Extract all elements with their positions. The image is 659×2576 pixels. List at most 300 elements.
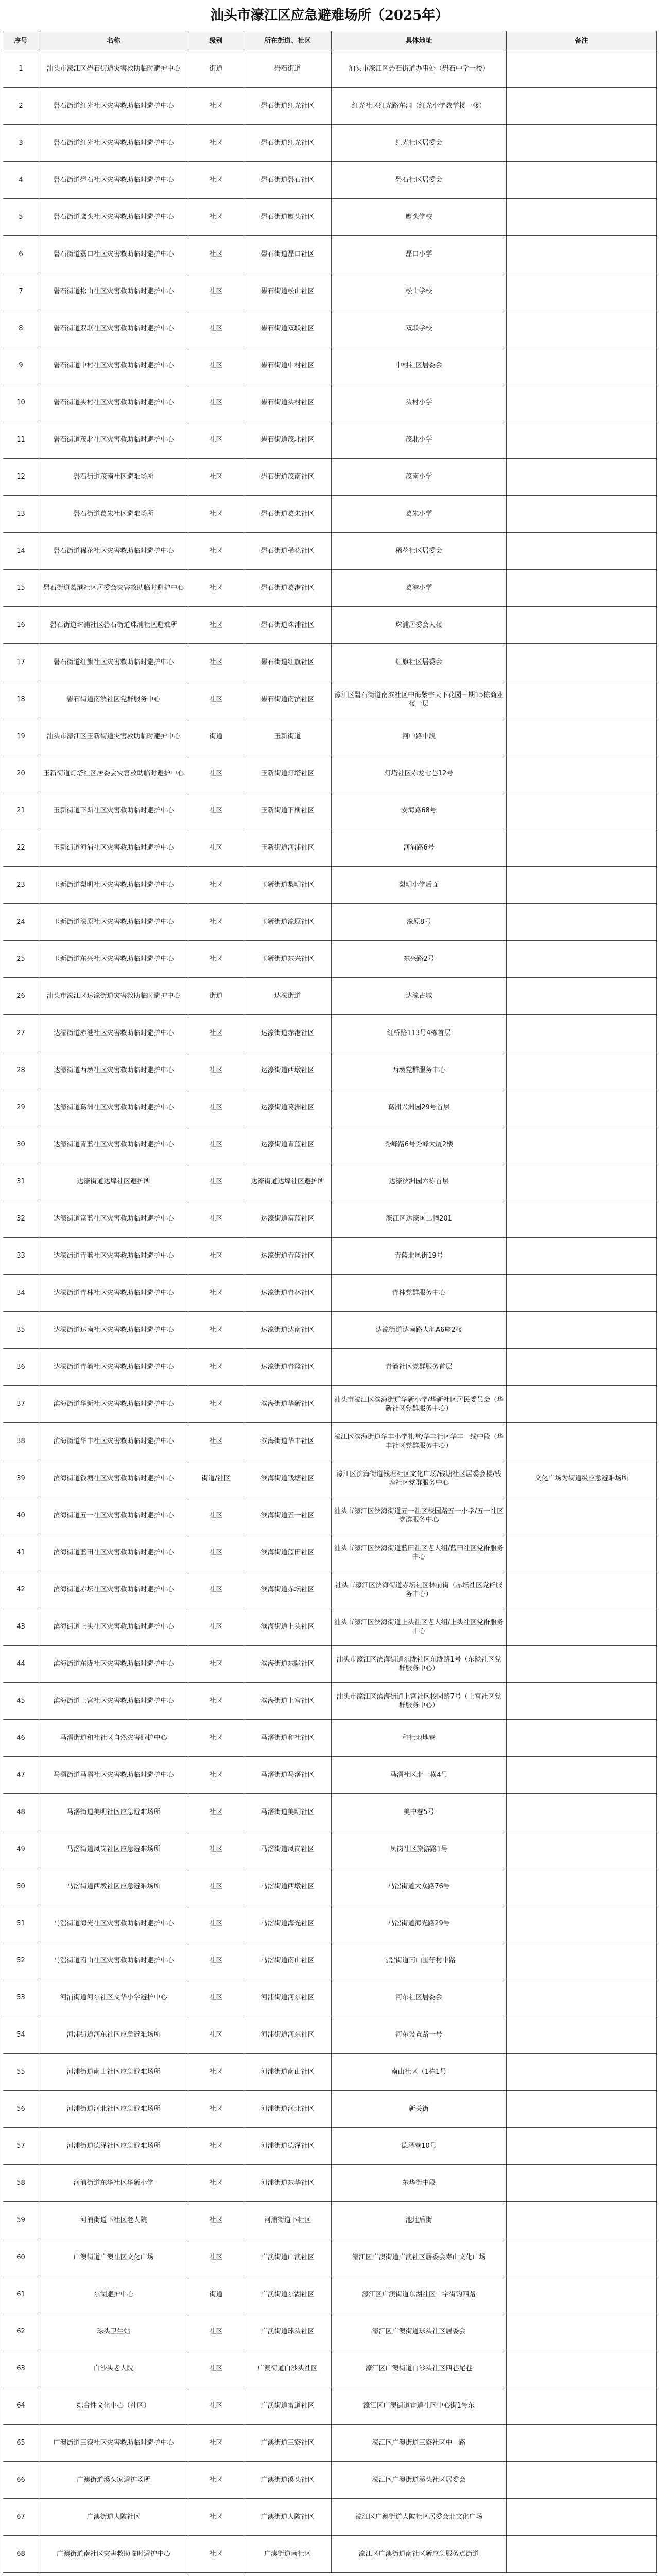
cell-index: 58 <box>3 2165 39 2202</box>
cell-name: 河浦街道河东社区文华小学避护中心 <box>39 1979 188 2016</box>
cell-name: 玉新街道灯塔社区居委会灾害救助临时避护中心 <box>39 755 188 792</box>
cell-address: 马滘街道南山围仔村中路 <box>332 1942 507 1979</box>
cell-community: 达濠街道青篮社区 <box>244 1349 332 1386</box>
cell-address: 濠江区广澳街道大陂社区居委会北文化广场 <box>332 2499 507 2536</box>
cell-index: 53 <box>3 1979 39 2016</box>
cell-index: 37 <box>3 1386 39 1423</box>
cell-community: 河浦街道下社区 <box>244 2202 332 2239</box>
cell-level: 社区 <box>188 1534 244 1571</box>
cell-index: 68 <box>3 2536 39 2573</box>
cell-name: 达濠街道青篮社区灾害救助临时避护中心 <box>39 1349 188 1386</box>
cell-address: 红旗社区居委会 <box>332 644 507 681</box>
cell-name: 达濠街道赤港社区灾害救助临时避护中心 <box>39 1015 188 1052</box>
cell-index: 29 <box>3 1089 39 1126</box>
cell-remark <box>507 199 657 236</box>
cell-level: 社区 <box>188 310 244 347</box>
cell-community: 礐石街道茂北社区 <box>244 421 332 459</box>
cell-name: 礐石街道稀花社区灾害救助临时避护中心 <box>39 533 188 570</box>
cell-community: 广澳街道广澳社区 <box>244 2239 332 2276</box>
cell-index: 2 <box>3 88 39 125</box>
cell-community: 礐石街道南滨社区 <box>244 681 332 718</box>
table-row <box>3 1089 657 1126</box>
cell-index: 56 <box>3 2091 39 2128</box>
cell-community: 滨海街道钱塘社区 <box>244 1460 332 1497</box>
cell-index: 44 <box>3 1646 39 1683</box>
cell-index: 4 <box>3 162 39 199</box>
cell-level: 社区 <box>188 1608 244 1646</box>
cell-community: 广澳街道白沙头社区 <box>244 2350 332 2387</box>
cell-index: 20 <box>3 755 39 792</box>
cell-community: 礐石街道葛朱社区 <box>244 496 332 533</box>
header-row <box>3 31 657 50</box>
cell-address: 河东社区居委会 <box>332 1979 507 2016</box>
cell-remark <box>507 273 657 310</box>
cell-level: 社区 <box>188 2350 244 2387</box>
cell-index: 1 <box>3 50 39 88</box>
cell-index: 5 <box>3 199 39 236</box>
cell-remark <box>507 1794 657 1831</box>
cell-remark <box>507 1608 657 1646</box>
cell-community: 滨海街道上宫社区 <box>244 1683 332 1720</box>
cell-index: 50 <box>3 1868 39 1905</box>
cell-address: 达濠街道达南路大池A6座2楼 <box>332 1312 507 1349</box>
cell-level: 街道 <box>188 2276 244 2313</box>
cell-name: 达濠街道达南社区灾害救助临时避护中心 <box>39 1312 188 1349</box>
cell-name: 河浦街道河东社区应急避难场所 <box>39 2016 188 2054</box>
table-row <box>3 1534 657 1571</box>
cell-name: 滨海街道上头社区灾害救助临时避护中心 <box>39 1608 188 1646</box>
cell-index: 15 <box>3 570 39 607</box>
cell-name: 滨海街道钱塘社区灾害救助临时避护中心 <box>39 1460 188 1497</box>
cell-index: 51 <box>3 1905 39 1942</box>
cell-remark <box>507 1831 657 1868</box>
table-row <box>3 681 657 718</box>
cell-name: 达濠街道青林社区灾害救助临时避护中心 <box>39 1275 188 1312</box>
cell-index: 42 <box>3 1571 39 1608</box>
cell-level: 社区 <box>188 2499 244 2536</box>
cell-remark <box>507 1126 657 1163</box>
cell-index: 63 <box>3 2350 39 2387</box>
cell-community: 礐石街道中村社区 <box>244 347 332 384</box>
cell-address: 马滘社区北一横4号 <box>332 1757 507 1794</box>
cell-index: 9 <box>3 347 39 384</box>
cell-community: 礐石街道稀花社区 <box>244 533 332 570</box>
cell-index: 43 <box>3 1608 39 1646</box>
cell-index: 34 <box>3 1275 39 1312</box>
cell-name: 玉新街道河浦社区灾害救助临时避护中心 <box>39 829 188 867</box>
table-row <box>3 607 657 644</box>
cell-index: 23 <box>3 867 39 904</box>
cell-address: 汕头市濠江区礐石街道办事处（礐石中学一楼） <box>332 50 507 88</box>
cell-community: 马滘街道马滘社区 <box>244 1757 332 1794</box>
cell-remark <box>507 162 657 199</box>
cell-remark <box>507 978 657 1015</box>
cell-remark <box>507 570 657 607</box>
cell-address: 汕头市濠江区滨海街道上头社区老人组/上头社区党群服务中心 <box>332 1608 507 1646</box>
cell-address: 美中巷5号 <box>332 1794 507 1831</box>
cell-index: 28 <box>3 1052 39 1089</box>
table-row <box>3 1683 657 1720</box>
cell-community: 广澳街道雷道社区 <box>244 2387 332 2425</box>
cell-name: 礐石街道松山社区灾害救助临时避护中心 <box>39 273 188 310</box>
cell-remark <box>507 459 657 496</box>
cell-name: 礐石街道礐石社区灾害救助临时避护中心 <box>39 162 188 199</box>
cell-community: 达濠街道青林社区 <box>244 1275 332 1312</box>
cell-remark <box>507 1052 657 1089</box>
cell-index: 17 <box>3 644 39 681</box>
cell-remark <box>507 2202 657 2239</box>
cell-address: 茂南小学 <box>332 459 507 496</box>
cell-index: 11 <box>3 421 39 459</box>
shelter-table <box>3 31 657 2573</box>
cell-name: 滨海街道华丰社区灾害救助临时避护中心 <box>39 1423 188 1460</box>
cell-level: 社区 <box>188 2128 244 2165</box>
cell-name: 广澳街道溪头家避护场所 <box>39 2462 188 2499</box>
cell-community: 广澳街道球头社区 <box>244 2313 332 2350</box>
cell-name: 礐石街道茂北社区灾害救助临时避护中心 <box>39 421 188 459</box>
cell-address: 礐石社区居委会 <box>332 162 507 199</box>
cell-remark <box>507 50 657 88</box>
cell-address: 珠浦居委会大楼 <box>332 607 507 644</box>
cell-community: 礐石街道茂南社区 <box>244 459 332 496</box>
cell-name: 玉新街道濠原社区灾害救助临时避护中心 <box>39 904 188 941</box>
cell-level: 街道/社区 <box>188 1460 244 1497</box>
table-row <box>3 2350 657 2387</box>
cell-index: 38 <box>3 1423 39 1460</box>
cell-index: 30 <box>3 1126 39 1163</box>
cell-name: 礐石街道南滨社区党群服务中心 <box>39 681 188 718</box>
cell-level: 社区 <box>188 829 244 867</box>
cell-address: 濠江区广澳街道雷道社区中心街1号东 <box>332 2387 507 2425</box>
cell-remark <box>507 2165 657 2202</box>
cell-index: 48 <box>3 1794 39 1831</box>
table-row <box>3 1497 657 1534</box>
cell-remark <box>507 1905 657 1942</box>
cell-address: 松山学校 <box>332 273 507 310</box>
cell-name: 达濠街道西墩社区灾害救助临时避护中心 <box>39 1052 188 1089</box>
cell-community: 达濠街道西墩社区 <box>244 1052 332 1089</box>
table-row <box>3 755 657 792</box>
table-row <box>3 421 657 459</box>
cell-index: 7 <box>3 273 39 310</box>
cell-level: 社区 <box>188 2016 244 2054</box>
cell-community: 河浦街道河东社区 <box>244 1979 332 2016</box>
cell-level: 社区 <box>188 1757 244 1794</box>
cell-index: 49 <box>3 1831 39 1868</box>
table-row <box>3 1757 657 1794</box>
cell-level: 社区 <box>188 1720 244 1757</box>
cell-index: 25 <box>3 941 39 978</box>
table-row <box>3 1460 657 1497</box>
cell-level: 社区 <box>188 1238 244 1275</box>
cell-address: 池地后街 <box>332 2202 507 2239</box>
cell-index: 31 <box>3 1163 39 1200</box>
cell-name: 汕头市濠江区玉新街道灾害救助临时避护中心 <box>39 718 188 755</box>
cell-index: 18 <box>3 681 39 718</box>
table-row <box>3 2128 657 2165</box>
table-row <box>3 2239 657 2276</box>
cell-community: 达濠街道葛洲社区 <box>244 1089 332 1126</box>
cell-community: 玉新街道下斯社区 <box>244 792 332 829</box>
cell-level: 社区 <box>188 2425 244 2462</box>
table-row <box>3 570 657 607</box>
cell-community: 马滘街道美明社区 <box>244 1794 332 1831</box>
cell-level: 社区 <box>188 125 244 162</box>
cell-level: 社区 <box>188 459 244 496</box>
cell-address: 新关街 <box>332 2091 507 2128</box>
table-row <box>3 1942 657 1979</box>
cell-community: 礐石街道双联社区 <box>244 310 332 347</box>
table-row <box>3 2091 657 2128</box>
cell-address: 双联学校 <box>332 310 507 347</box>
cell-level: 社区 <box>188 1349 244 1386</box>
cell-name: 马滘街道和社社区自然灾害避护中心 <box>39 1720 188 1757</box>
cell-address: 东兴路2号 <box>332 941 507 978</box>
table-row <box>3 644 657 681</box>
table-row <box>3 1052 657 1089</box>
cell-community: 礐石街道红光社区 <box>244 88 332 125</box>
cell-community: 达濠街道青蓝社区 <box>244 1126 332 1163</box>
cell-address: 濠江区滨海街道钱塘社区文化广场/钱塘社区居委会楼/钱塘社区党群服务中心 <box>332 1460 507 1497</box>
cell-name: 广澳街道广澳社区文化广场 <box>39 2239 188 2276</box>
cell-level: 社区 <box>188 867 244 904</box>
cell-address: 红光社区红光路东洞（红光小学教学楼一楼） <box>332 88 507 125</box>
cell-address: 安海路68号 <box>332 792 507 829</box>
cell-name: 达濠街道达埠社区避护所 <box>39 1163 188 1200</box>
table-row <box>3 50 657 88</box>
cell-address: 德泽巷10号 <box>332 2128 507 2165</box>
cell-remark <box>507 1275 657 1312</box>
table-row <box>3 533 657 570</box>
cell-community: 玉新街道 <box>244 718 332 755</box>
cell-level: 社区 <box>188 1497 244 1534</box>
cell-community: 礐石街道头村社区 <box>244 384 332 421</box>
cell-index: 54 <box>3 2016 39 2054</box>
cell-remark <box>507 1349 657 1386</box>
cell-name: 达濠街道青蓝社区灾害救助临时避护中心 <box>39 1126 188 1163</box>
cell-remark <box>507 792 657 829</box>
cell-community: 马滘街道南山社区 <box>244 1942 332 1979</box>
cell-remark <box>507 2091 657 2128</box>
cell-address: 青蓝北风街19号 <box>332 1238 507 1275</box>
cell-remark <box>507 2499 657 2536</box>
cell-remark <box>507 2536 657 2573</box>
cell-address: 灯塔社区赤龙七巷12号 <box>332 755 507 792</box>
cell-index: 6 <box>3 236 39 273</box>
cell-level: 社区 <box>188 644 244 681</box>
cell-remark <box>507 2425 657 2462</box>
cell-remark <box>507 347 657 384</box>
table-row <box>3 1646 657 1683</box>
cell-name: 河浦街道下社区老人院 <box>39 2202 188 2239</box>
table-row <box>3 310 657 347</box>
cell-level: 社区 <box>188 1052 244 1089</box>
table-row <box>3 347 657 384</box>
table-row <box>3 1794 657 1831</box>
cell-level: 社区 <box>188 88 244 125</box>
cell-level: 街道 <box>188 718 244 755</box>
cell-community: 广澳街道南社区 <box>244 2536 332 2573</box>
cell-community: 滨海街道东陇社区 <box>244 1646 332 1683</box>
cell-index: 19 <box>3 718 39 755</box>
cell-community: 广澳街道溪头社区 <box>244 2462 332 2499</box>
cell-level: 社区 <box>188 1015 244 1052</box>
cell-address: 濠江区广澳街道南社区新应急服务点街道 <box>332 2536 507 2573</box>
cell-address: 濠江区达濠国二幢201 <box>332 1200 507 1238</box>
cell-community: 马滘街道凤岗社区 <box>244 1831 332 1868</box>
table-row <box>3 162 657 199</box>
cell-address: 葛朱小学 <box>332 496 507 533</box>
cell-name: 马滘街道凤岗社区应急避难场所 <box>39 1831 188 1868</box>
cell-level: 社区 <box>188 236 244 273</box>
cell-community: 马滘街道和社社区 <box>244 1720 332 1757</box>
cell-community: 达濠街道达南社区 <box>244 1312 332 1349</box>
document-title: 汕头市濠江区应急避难场所（2025年） <box>210 8 449 23</box>
cell-level: 社区 <box>188 1831 244 1868</box>
cell-community: 达濠街道青蓝社区 <box>244 1238 332 1275</box>
cell-name: 滨海街道华新社区灾害救助临时避护中心 <box>39 1386 188 1423</box>
cell-community: 礐石街道松山社区 <box>244 273 332 310</box>
cell-index: 36 <box>3 1349 39 1386</box>
cell-index: 12 <box>3 459 39 496</box>
cell-level: 社区 <box>188 1386 244 1423</box>
table-row <box>3 1423 657 1460</box>
cell-address: 葛港小学 <box>332 570 507 607</box>
cell-address: 青林党群服务中心 <box>332 1275 507 1312</box>
cell-community: 滨海街道上头社区 <box>244 1608 332 1646</box>
cell-index: 67 <box>3 2499 39 2536</box>
header-name: 名称 <box>39 31 188 50</box>
table-row <box>3 1571 657 1608</box>
table-row <box>3 459 657 496</box>
cell-address: 汕头市濠江区滨海街道赤坛社区林前街（赤坛社区党群服务中心） <box>332 1571 507 1608</box>
cell-remark <box>507 904 657 941</box>
cell-name: 达濠街道葛洲社区灾害救助临时避护中心 <box>39 1089 188 1126</box>
cell-address: 汕头市濠江区滨海街道上宫社区校园路7号（上宫社区党群服务中心） <box>332 1683 507 1720</box>
cell-name: 白沙头老人院 <box>39 2350 188 2387</box>
cell-index: 21 <box>3 792 39 829</box>
table-row <box>3 2202 657 2239</box>
table-row <box>3 1200 657 1238</box>
table-row <box>3 2499 657 2536</box>
cell-name: 东湖避护中心 <box>39 2276 188 2313</box>
cell-community: 滨海街道五一社区 <box>244 1497 332 1534</box>
cell-level: 社区 <box>188 570 244 607</box>
cell-name: 礐石街道头村社区灾害救助临时避护中心 <box>39 384 188 421</box>
cell-remark <box>507 1312 657 1349</box>
cell-address: 南山社区（1栋1号 <box>332 2054 507 2091</box>
table-row <box>3 125 657 162</box>
cell-community: 广澳街道大陂社区 <box>244 2499 332 2536</box>
cell-level: 社区 <box>188 1312 244 1349</box>
cell-level: 社区 <box>188 1089 244 1126</box>
cell-index: 65 <box>3 2425 39 2462</box>
cell-level: 社区 <box>188 2165 244 2202</box>
cell-community: 礐石街道礐石社区 <box>244 162 332 199</box>
cell-community: 河浦街道河东社区 <box>244 2016 332 2054</box>
cell-level: 社区 <box>188 162 244 199</box>
cell-address: 西墩党群服务中心 <box>332 1052 507 1089</box>
table-row <box>3 978 657 1015</box>
cell-name: 马滘街道美明社区应急避难场所 <box>39 1794 188 1831</box>
cell-level: 社区 <box>188 607 244 644</box>
cell-remark <box>507 1163 657 1200</box>
cell-index: 27 <box>3 1015 39 1052</box>
cell-community: 滨海街道华新社区 <box>244 1386 332 1423</box>
cell-level: 街道 <box>188 50 244 88</box>
cell-community: 达濠街道 <box>244 978 332 1015</box>
cell-index: 39 <box>3 1460 39 1497</box>
cell-name: 滨海街道蓝田社区灾害救助临时避护中心 <box>39 1534 188 1571</box>
cell-remark <box>507 829 657 867</box>
cell-address: 东华街中段 <box>332 2165 507 2202</box>
cell-remark <box>507 2054 657 2091</box>
table-row <box>3 2054 657 2091</box>
cell-remark <box>507 1571 657 1608</box>
cell-address: 濠江区广澳街道三寮社区中一路 <box>332 2425 507 2462</box>
cell-name: 广澳街道三寮社区灾害救助临时避护中心 <box>39 2425 188 2462</box>
cell-community: 河浦街道南山社区 <box>244 2054 332 2091</box>
cell-index: 52 <box>3 1942 39 1979</box>
cell-address: 红桥路113号4栋首层 <box>332 1015 507 1052</box>
cell-level: 社区 <box>188 792 244 829</box>
cell-remark <box>507 2276 657 2313</box>
cell-index: 61 <box>3 2276 39 2313</box>
cell-address: 河浦路6号 <box>332 829 507 867</box>
cell-index: 14 <box>3 533 39 570</box>
cell-level: 社区 <box>188 941 244 978</box>
cell-address: 葛洲兴洲园29号首层 <box>332 1089 507 1126</box>
cell-name: 广澳街道大陂社区 <box>39 2499 188 2536</box>
table-row <box>3 1608 657 1646</box>
table-row <box>3 2425 657 2462</box>
table-row <box>3 1831 657 1868</box>
cell-address: 汕头市濠江区滨海街道蓝田社区老人组/蓝田社区党群服务中心 <box>332 1534 507 1571</box>
cell-level: 社区 <box>188 1275 244 1312</box>
table-row <box>3 941 657 978</box>
cell-name: 广澳街道南社区灾害救助临时避护中心 <box>39 2536 188 2573</box>
cell-name: 玉新街道下斯社区灾害救助临时避护中心 <box>39 792 188 829</box>
cell-community: 马滘街道海光社区 <box>244 1905 332 1942</box>
cell-community: 滨海街道赤坛社区 <box>244 1571 332 1608</box>
table-row <box>3 867 657 904</box>
cell-remark <box>507 1868 657 1905</box>
table-row <box>3 1868 657 1905</box>
table-row <box>3 1163 657 1200</box>
cell-name: 滨海街道上宫社区灾害救助临时避护中心 <box>39 1683 188 1720</box>
cell-address: 汕头市濠江区滨海街道五一社区校园路五一小学/五一社区党群服务中心 <box>332 1497 507 1534</box>
cell-index: 32 <box>3 1200 39 1238</box>
cell-address: 梨明小学后面 <box>332 867 507 904</box>
cell-address: 濠江区礐石街道南滨社区中海紫宇天下花园三期15栋商业楼一层 <box>332 681 507 718</box>
cell-address: 磊口小学 <box>332 236 507 273</box>
table-row <box>3 2165 657 2202</box>
table-row <box>3 904 657 941</box>
cell-community: 礐石街道红光社区 <box>244 125 332 162</box>
table-row <box>3 496 657 533</box>
cell-level: 社区 <box>188 2313 244 2350</box>
cell-community: 礐石街道鹰头社区 <box>244 199 332 236</box>
table-row <box>3 1905 657 1942</box>
cell-remark <box>507 88 657 125</box>
cell-level: 社区 <box>188 533 244 570</box>
table-row <box>3 1238 657 1275</box>
cell-index: 33 <box>3 1238 39 1275</box>
cell-remark <box>507 1942 657 1979</box>
cell-remark <box>507 236 657 273</box>
table-row <box>3 236 657 273</box>
cell-level: 社区 <box>188 2202 244 2239</box>
